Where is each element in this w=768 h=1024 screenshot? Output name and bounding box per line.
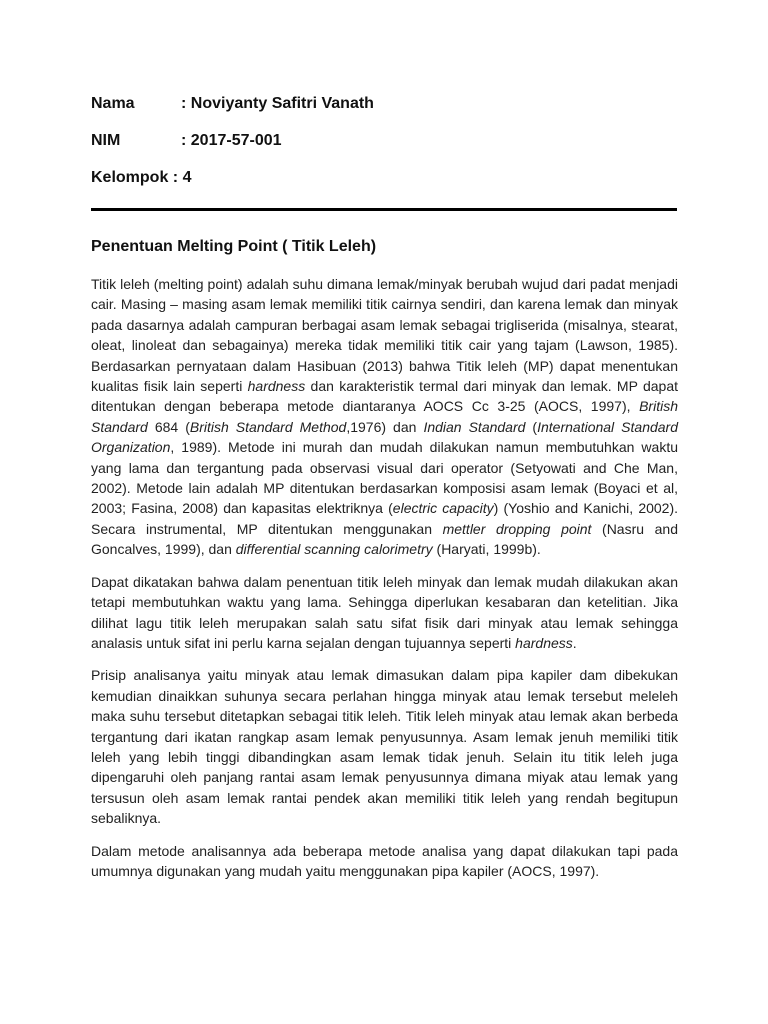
kelompok-row bbox=[91, 165, 374, 202]
paragraph-1 bbox=[91, 274, 678, 560]
nama-label: Nama bbox=[91, 95, 135, 112]
text-run: Titik leleh (melting point) adalah suhu dimana lemak/minyak berubah wujud dari padat menjadi cair. Masing – masing asam lemak memiliki titik cairnya sendiri, dan karena lemak dan minyak pada dasarnya adalah campuran berbagai asam lemak sebagai trigliserida (misalnya, stearat, oleat, linoleat dan sebagainya) mereka tidak memiliki titik cair yang tajam (Lawson, 1985). Berdasarkan pernyataan dalam Hasibuan (2013) bahwa Titik leleh (MP) dapat menentukan kualitas fisik lain seperti bbox=[91, 276, 678, 395]
kelompok-label: Kelompok bbox=[91, 169, 169, 186]
nama-value: : Noviyanty Safitri Vanath bbox=[181, 95, 374, 112]
italic-term: Indian Standard bbox=[423, 418, 526, 435]
section-title: Penentuan Melting Point ( Titik Leleh) bbox=[91, 238, 377, 255]
text-run: Dapat dikatakan bahwa dalam penentuan titik leleh minyak dan lemak mudah dilakukan akan tetapi membutuhkan waktu yang lama. Sehingga diperlukan kesabaran dan ketelitian. Jika dilihat lagu titik leleh merupakan salah satu sifat fisik dari minyak atau lemak sehingga analasis untuk sifat ini perlu karna sejalan dengan tujuannya seperti bbox=[91, 573, 678, 651]
horizontal-divider bbox=[91, 208, 677, 211]
text-run: Dalam metode analisannya ada beberapa metode analisa yang dapat dilakukan tapi pada umumnya digunakan yang mudah yaitu menggunakan pipa kapiler (AOCS, 1997). bbox=[91, 842, 678, 879]
text-run: dan karakteristik termal dari minyak dan lemak. MP dapat ditentukan dengan beberapa metode diantaranya AOCS Cc 3-25 (AOCS, 1997), bbox=[91, 378, 678, 415]
nim-label: NIM bbox=[91, 132, 121, 149]
paragraph-2 bbox=[91, 572, 678, 654]
paragraph-4 bbox=[91, 841, 678, 882]
text-run: . bbox=[572, 634, 577, 651]
text-run: , 1989). Metode ini murah dan mudah dilakukan namun membutuhkan waktu yang lama dan tergantung pada observasi visual dari operator (Setyowati and Che Man, 2002). Metode lain adalah MP ditentukan berdasarkan komposisi asam lemak (Boyaci et al, 2003; Fasina, 2008) dan kapasitas elektriknya ( bbox=[91, 439, 678, 517]
text-run: ) (Yoshio and Kanichi, 2002). Secara instrumental, MP ditentukan menggunakan bbox=[91, 500, 679, 537]
text-run: Prisip analisanya yaitu minyak atau lemak dimasukan dalam pipa kapiler dam dibekukan kemudian dinaikkan suhunya secara perlahan hingga minyak atau lemak tersebut meleleh maka suhu tersebut ditetapkan sebagai titik leleh. Titik leleh minyak atau lemak akan berbeda tergantung dari ikatan rangkap asam lemak penyusunnya. Asam lemak jenuh memiliki titik leleh yang lebih tinggi dibandingkan asam lemak tidak jenuh. Selain itu titik leleh juga dipengaruhi oleh panjang rantai asam lemak penyusunnya dimana miyak atau lemak yang tersusun oleh asam lemak rantai pendek akan memiliki titik leleh yang rendah begitupun sebaliknya. bbox=[91, 667, 678, 827]
nama-row bbox=[91, 91, 374, 128]
student-info bbox=[91, 91, 374, 202]
text-run: 684 ( bbox=[147, 418, 190, 435]
italic-term: electric capacity bbox=[392, 500, 494, 517]
italic-term: hardness bbox=[515, 634, 573, 651]
nim-row bbox=[91, 128, 374, 165]
nim-value: : 2017-57-001 bbox=[181, 132, 282, 149]
kelompok-value: : 4 bbox=[168, 169, 192, 186]
italic-term: differential scanning calorimetry bbox=[235, 541, 433, 558]
italic-term: mettler dropping point bbox=[442, 520, 592, 537]
italic-term: British Standard bbox=[91, 398, 678, 435]
text-run: ( bbox=[525, 418, 538, 435]
text-run: (Nasru and Goncalves, 1999), dan bbox=[91, 520, 678, 558]
paragraph-3 bbox=[91, 665, 678, 828]
italic-term: British Standard Method bbox=[189, 418, 347, 435]
text-run: (Haryati, 1999b). bbox=[432, 541, 541, 558]
italic-term: hardness bbox=[247, 378, 306, 395]
italic-term: International Standard Organization bbox=[91, 418, 678, 456]
body-text bbox=[91, 274, 678, 893]
text-run: ,1976) dan bbox=[346, 418, 424, 435]
